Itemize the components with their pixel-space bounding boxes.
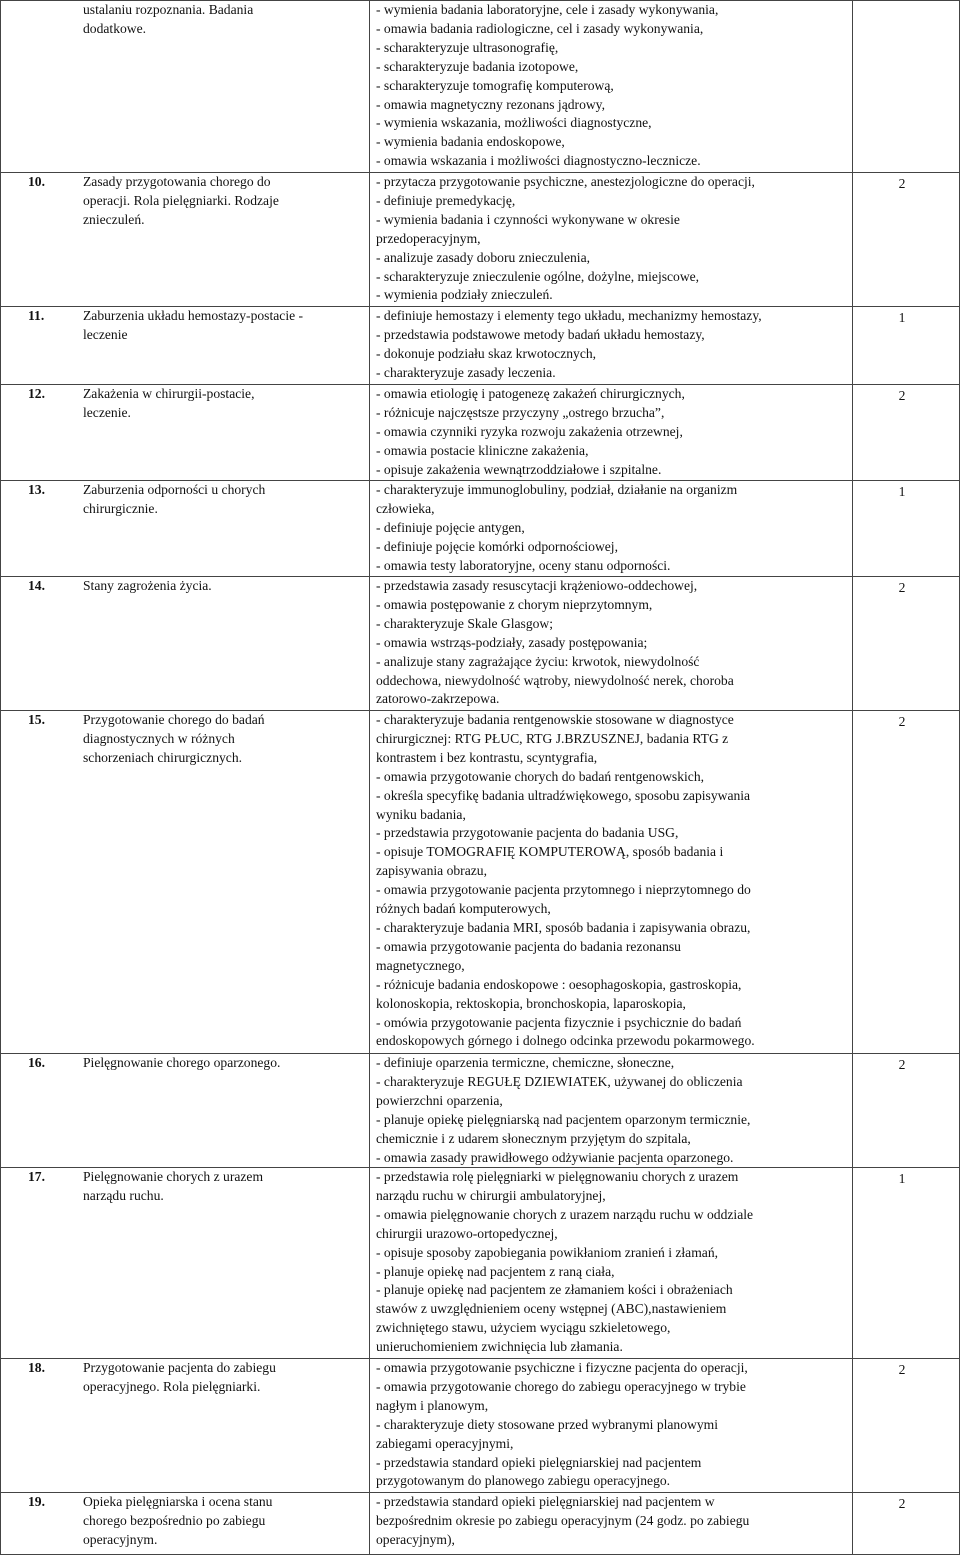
topic-number: 16.: [28, 1055, 45, 1070]
learning-outcome-line: zabiegami operacyjnymi,: [376, 1435, 514, 1451]
learning-outcome-line: - opisuje zakażenia wewnątrzoddziałowe i szpitalne.: [376, 461, 662, 477]
column-divider: [852, 1053, 853, 1167]
table-row: [0, 1053, 960, 1167]
learning-outcomes: [376, 1493, 846, 1550]
learning-outcomes: [376, 307, 846, 383]
topic-title-line: Pielęgnowanie chorych z urazem: [83, 1169, 264, 1184]
learning-outcome-line: - charakteryzuje immunoglobuliny, podział, działanie na organizm: [376, 482, 738, 497]
learning-outcome-line: - charakteryzuje Skale Glasgow;: [376, 615, 554, 631]
topic-title-line: operacji. Rola pielęgniarki. Rodzaje: [83, 192, 279, 208]
topic-number: 15.: [28, 712, 45, 727]
topic-title: [83, 1, 363, 39]
column-divider: [852, 480, 853, 576]
column-divider: [369, 1053, 370, 1167]
learning-outcome-line: - przytacza przygotowanie psychiczne, anestezjologiczne do operacji,: [376, 174, 755, 189]
learning-outcome-line: - omawia czynniki ryzyka rozwoju zakażenia otrzewnej,: [376, 423, 683, 439]
column-divider: [369, 384, 370, 480]
learning-outcome-line: - przedstawia przygotowanie pacjenta do badania USG,: [376, 825, 679, 841]
topic-title: [83, 1493, 363, 1550]
table-row: [0, 710, 960, 1053]
topic-number: 13.: [28, 482, 45, 497]
learning-outcome-line: - omówia przygotowanie pacjenta fizycznie i psychicznie do badań: [376, 1014, 742, 1030]
learning-outcome-line: - wymienia wskazania, możliwości diagnostyczne,: [376, 115, 652, 131]
learning-outcome-line: - charakteryzuje REGUŁĘ DZIEWIATEK, używanej do obliczenia: [376, 1073, 743, 1089]
learning-outcome-line: - definiuje oparzenia termiczne, chemiczne, słoneczne,: [376, 1055, 675, 1070]
table-row: [0, 1492, 960, 1555]
column-divider: [369, 576, 370, 710]
learning-outcome-line: - scharakteryzuje tomografię komputerową,: [376, 77, 614, 93]
learning-outcome-line: - opisuje sposoby zapobiegania powikłaniom zranień i złamań,: [376, 1244, 719, 1260]
learning-outcome-line: przygotowanym do planowego zabiegu operacyjnego.: [376, 1473, 671, 1489]
topic-title: [83, 307, 363, 345]
topic-title-line: Opieka pielęgniarska i ocena stanu: [83, 1494, 273, 1509]
learning-outcome-line: - omawia etiologię i patogenezę zakażeń chirurgicznych,: [376, 386, 685, 401]
column-divider: [852, 384, 853, 480]
topic-title-line: leczenie.: [83, 404, 131, 420]
learning-outcome-line: - omawia przygotowanie chorego do zabiegu operacyjnego w trybie: [376, 1378, 746, 1394]
column-divider: [369, 1167, 370, 1358]
learning-outcome-line: - planuje opiekę pielęgniarską nad pacjentem oparzonym termicznie,: [376, 1111, 751, 1127]
learning-outcome-line: - dokonuje podziału skaz krwotocznych,: [376, 345, 597, 361]
learning-outcome-line: - definiuje pojęcie komórki odpornościowej,: [376, 538, 618, 554]
column-divider: [369, 306, 370, 384]
learning-outcome-line: - planuje opiekę nad pacjentem z raną ciała,: [376, 1263, 615, 1279]
learning-outcome-line: - omawia przygotowanie chorych do badań rentgenowskich,: [376, 768, 705, 784]
topic-title-line: ustalaniu rozpoznania. Badania: [83, 2, 254, 17]
learning-outcome-line: - wymienia badania i czynności wykonywane w okresie: [376, 211, 680, 227]
hours-count: 2: [898, 1496, 906, 1511]
topic-title-line: Zakażenia w chirurgii-postacie,: [83, 386, 255, 401]
learning-outcome-line: - omawia magnetyczny rezonans jądrowy,: [376, 96, 605, 112]
learning-outcome-line: - omawia przygotowanie pacjenta przytomnego i nieprzytomnego do: [376, 882, 751, 898]
learning-outcomes: [376, 1359, 846, 1491]
learning-outcomes: [376, 1, 846, 171]
learning-outcomes: [376, 1168, 846, 1357]
learning-outcome-line: - analizuje stany zagrażające życiu: krwotok, niewydolność: [376, 653, 700, 669]
learning-outcome-line: endoskopowych górnego i dolnego odcinka przewodu pokarmowego.: [376, 1033, 755, 1049]
learning-outcome-line: - planuje opiekę nad pacjentem ze złamaniem kości i obrażeniach: [376, 1282, 733, 1298]
learning-outcomes: [376, 173, 846, 305]
learning-outcome-line: - omawia testy laboratoryjne, oceny stanu odporności.: [376, 557, 671, 573]
learning-outcome-line: - omawia pielęgnowanie chorych z urazem narządu ruchu w oddziale: [376, 1206, 754, 1222]
learning-outcomes: [376, 711, 846, 1051]
topic-title: [83, 1054, 363, 1073]
learning-outcome-line: zapisywania obrazu,: [376, 863, 487, 879]
learning-outcome-line: - definiuje hemostazy i elementy tego układu, mechanizmy hemostazy,: [376, 308, 762, 323]
topic-title-line: Zaburzenia odporności u chorych: [83, 482, 266, 497]
topic-title: [83, 577, 363, 596]
topic-title: [83, 1168, 363, 1206]
learning-outcome-line: operacyjnym),: [376, 1531, 455, 1547]
column-divider: [852, 1358, 853, 1492]
learning-outcome-line: - omawia wstrząs-podziały, zasady postępowania;: [376, 634, 648, 650]
learning-outcome-line: przedoperacyjnym,: [376, 230, 481, 246]
learning-outcome-line: - różnicuje badania endoskopowe : oesophagoskopia, gastroskopia,: [376, 976, 742, 992]
column-divider: [852, 0, 853, 172]
topic-title: [83, 1359, 363, 1397]
topic-title-line: chorego bezpośrednio po zabiegu: [83, 1512, 266, 1528]
hours-count: 2: [898, 388, 906, 403]
column-divider: [369, 710, 370, 1053]
topic-title-line: operacyjnego. Rola pielęgniarki.: [83, 1378, 261, 1394]
learning-outcome-line: - scharakteryzuje ultrasonografię,: [376, 39, 559, 55]
topic-title-line: Zasady przygotowania chorego do: [83, 174, 271, 189]
topic-title-line: leczenie: [83, 326, 128, 342]
topic-title-line: Przygotowanie pacjenta do zabiegu: [83, 1360, 276, 1375]
column-divider: [369, 480, 370, 576]
learning-outcome-line: człowieka,: [376, 500, 435, 516]
topic-title-line: znieczuleń.: [83, 211, 145, 227]
learning-outcomes: [376, 385, 846, 480]
learning-outcome-line: nagłym i planowym,: [376, 1397, 489, 1413]
learning-outcome-line: - definiuje premedykację,: [376, 192, 516, 208]
learning-outcome-line: wyniku badania,: [376, 806, 466, 822]
learning-outcome-line: bezpośrednim okresie po zabiegu operacyjnym (24 godz. po zabiegu: [376, 1512, 750, 1528]
hours-count: 2: [898, 1057, 906, 1072]
topic-number: 12.: [28, 386, 45, 401]
topic-number: 19.: [28, 1494, 45, 1509]
learning-outcome-line: - przedstawia podstawowe metody badań układu hemostazy,: [376, 326, 705, 342]
learning-outcome-line: - przedstawia standard opieki pielęgniarskiej nad pacjentem: [376, 1454, 702, 1470]
learning-outcome-line: - scharakteryzuje znieczulenie ogólne, dożylne, miejscowe,: [376, 268, 700, 284]
learning-outcome-line: chirurgii urazowo-ortopedycznej,: [376, 1225, 558, 1241]
topic-title: [83, 385, 363, 423]
learning-outcome-line: kolonoskopia, rektoskopia, bronchoskopia, laparoskopia,: [376, 995, 686, 1011]
hours-count: 1: [898, 1171, 906, 1186]
learning-outcome-line: różnych badań komputerowych,: [376, 901, 551, 917]
learning-outcome-line: - definiuje pojęcie antygen,: [376, 519, 525, 535]
table-row: [0, 1358, 960, 1492]
topic-number: 10.: [28, 174, 45, 189]
learning-outcome-line: zatorowo-zakrzepowa.: [376, 691, 500, 707]
learning-outcome-line: - scharakteryzuje badania izotopowe,: [376, 58, 579, 74]
topic-number: 18.: [28, 1360, 45, 1375]
learning-outcomes: [376, 481, 846, 576]
topic-title-line: narządu ruchu.: [83, 1187, 164, 1203]
learning-outcome-line: - omawia przygotowanie pacjenta do badania rezonansu: [376, 938, 681, 954]
learning-outcome-line: - charakteryzuje diety stosowane przed wybranymi planowymi: [376, 1416, 718, 1432]
column-divider: [852, 710, 853, 1053]
learning-outcome-line: - omawia postępowanie z chorym nieprzytomnym,: [376, 596, 653, 612]
topic-title-line: Zaburzenia układu hemostazy-postacie -: [83, 308, 304, 323]
learning-outcome-line: stawów z uwzględnieniem oceny wstępnej (ABC),nastawieniem: [376, 1301, 727, 1317]
topic-title: [83, 711, 363, 768]
column-divider: [852, 1167, 853, 1358]
topic-title-line: Przygotowanie chorego do badań: [83, 712, 265, 727]
hours-count: 2: [898, 580, 906, 595]
column-divider: [369, 1358, 370, 1492]
learning-outcome-line: chirurgicznej: RTG PŁUC, RTG J.BRZUSZNEJ, badania RTG z: [376, 730, 729, 746]
learning-outcome-line: magnetycznego,: [376, 957, 465, 973]
hours-count: 1: [898, 484, 906, 499]
column-divider: [369, 172, 370, 306]
topic-title: [83, 173, 363, 230]
learning-outcome-line: zwichniętego stawu, użyciem wyciągu szkieletowego,: [376, 1320, 671, 1336]
hours-count: 2: [898, 714, 906, 729]
learning-outcome-line: - przedstawia standard opieki pielęgniarskiej nad pacjentem w: [376, 1494, 715, 1509]
topic-title-line: Pielęgnowanie chorego oparzonego.: [83, 1055, 281, 1070]
learning-outcomes: [376, 577, 846, 709]
learning-outcome-line: - wymienia badania endoskopowe,: [376, 134, 565, 150]
table-row: [0, 480, 960, 576]
learning-outcome-line: - opisuje TOMOGRAFIĘ KOMPUTEROWĄ, sposób badania i: [376, 844, 724, 860]
learning-outcome-line: - charakteryzuje badania rentgenowskie stosowane w diagnostyce: [376, 712, 734, 727]
table-row: [0, 1167, 960, 1358]
table-row: [0, 172, 960, 306]
learning-outcome-line: - omawia postacie kliniczne zakażenia,: [376, 442, 589, 458]
hours-count: 1: [898, 310, 906, 325]
learning-outcome-line: chemicznie i z udarem słonecznym przyjętym do szpitala,: [376, 1130, 691, 1146]
learning-outcome-line: powierzchni oparzenia,: [376, 1092, 503, 1108]
column-divider: [369, 1492, 370, 1555]
learning-outcome-line: - analizuje zasady doboru znieczulenia,: [376, 249, 590, 265]
column-divider: [852, 1492, 853, 1555]
hours-count: 2: [898, 176, 906, 191]
learning-outcome-line: - przedstawia zasady resuscytacji krążeniowo-oddechowej,: [376, 578, 698, 593]
column-divider: [369, 0, 370, 172]
topic-title: [83, 481, 363, 519]
learning-outcome-line: - wymienia badania laboratoryjne, cele i zasady wykonywania,: [376, 2, 719, 17]
learning-outcome-line: - omawia przygotowanie psychiczne i fizyczne pacjenta do operacji,: [376, 1360, 748, 1375]
topic-title-line: Stany zagrożenia życia.: [83, 578, 212, 593]
topic-title-line: diagnostycznych w różnych: [83, 730, 235, 746]
learning-outcome-line: - określa specyfikę badania ultradźwiękowego, sposobu zapisywania: [376, 787, 751, 803]
learning-outcome-line: - charakteryzuje badania MRI, sposób badania i zapisywania obrazu,: [376, 919, 751, 935]
learning-outcome-line: unieruchomieniem zwichnięcia lub złamania.: [376, 1339, 623, 1355]
learning-outcome-line: - omawia wskazania i możliwości diagnostyczno-lecznicze.: [376, 153, 701, 169]
topic-number: 17.: [28, 1169, 45, 1184]
topic-number: 11.: [28, 308, 45, 323]
column-divider: [852, 172, 853, 306]
learning-outcome-line: - wymienia podziały znieczuleń.: [376, 287, 553, 303]
table-row: [0, 384, 960, 480]
learning-outcome-line: oddechowa, niewydolność wątroby, niewydolność nerek, choroba: [376, 672, 734, 688]
learning-outcomes: [376, 1054, 846, 1167]
table-row: [0, 0, 960, 172]
learning-outcome-line: kontrastem i bez kontrastu, scyntygrafia,: [376, 749, 598, 765]
topic-title-line: schorzeniach chirurgicznych.: [83, 749, 243, 765]
table-row: [0, 576, 960, 710]
learning-outcome-line: - omawia badania radiologiczne, cel i zasady wykonywania,: [376, 20, 704, 36]
learning-outcome-line: narządu ruchu w chirurgii ambulatoryjnej,: [376, 1187, 606, 1203]
learning-outcome-line: - przedstawia rolę pielęgniarki w pielęgnowaniu chorych z urazem: [376, 1169, 739, 1184]
topic-title-line: chirurgicznie.: [83, 500, 158, 516]
learning-outcome-line: - charakteryzuje zasady leczenia.: [376, 364, 556, 380]
hours-count: 2: [898, 1362, 906, 1377]
table-row: [0, 306, 960, 384]
topic-title-line: operacyjnym.: [83, 1531, 158, 1547]
column-divider: [852, 306, 853, 384]
learning-outcome-line: - omawia zasady prawidłowego odżywianie pacjenta oparzonego.: [376, 1149, 734, 1165]
learning-outcome-line: - różnicuje najczęstsze przyczyny „ostrego brzucha”,: [376, 404, 665, 420]
column-divider: [852, 576, 853, 710]
topic-title-line: dodatkowe.: [83, 20, 147, 36]
topic-number: 14.: [28, 578, 45, 593]
